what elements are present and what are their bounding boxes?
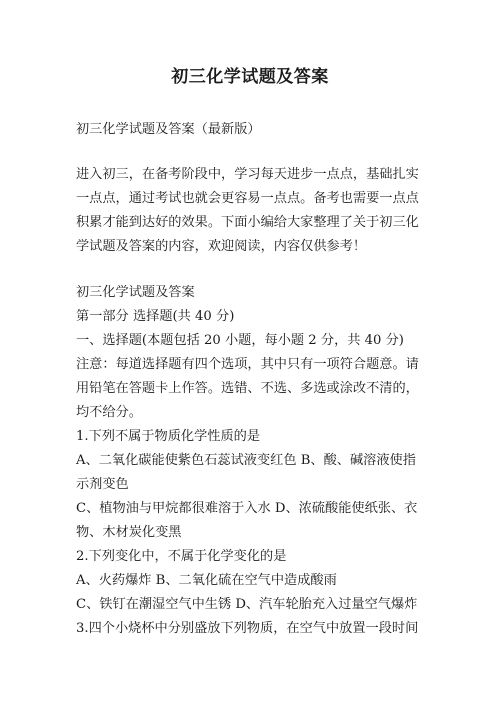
intro-line-1: 进入初三，在备考阶段中，学习每天进步一点点，基础扎实 bbox=[76, 167, 419, 182]
question-2: 2.下列变化中，不属于化学变化的是 bbox=[76, 549, 287, 564]
notice-line-1: 注意：每道选择题有四个选项，其中只有一项符合题意。请 bbox=[76, 357, 419, 372]
question-1-options-line-2: 示剂变色 bbox=[76, 477, 129, 492]
notice-line-2: 用铅笔在答题卡上作答。选错、不选、多选或涂改不清的， bbox=[76, 381, 419, 396]
question-1-options-line-4: 物、木材炭化变黑 bbox=[76, 525, 182, 540]
question-1-options-line-1: A、二氧化碳能使紫色石蕊试液变红色 B、酸、碱溶液使指 bbox=[76, 453, 416, 468]
question-2-options-line-2: C、铁钉在潮湿空气中生锈 D、汽车轮胎充入过量空气爆炸 bbox=[76, 597, 418, 612]
question-1-options-line-3: C、植物油与甲烷都很难溶于入水 D、浓硫酸能使纸张、衣 bbox=[76, 501, 418, 516]
question-1: 1.下列不属于物质化学性质的是 bbox=[76, 429, 261, 444]
part-heading: 第一部分 选择题(共 40 分) bbox=[76, 309, 235, 324]
intro-line-3: 积累才能到达好的效果。下面小编给大家整理了关于初三化 bbox=[76, 215, 419, 230]
document-subtitle: 初三化学试题及答案（最新版） bbox=[76, 122, 261, 137]
document-title: 初三化学试题及答案 bbox=[171, 67, 329, 87]
question-3: 3.四个小烧杯中分别盛放下列物质，在空气中放置一段时间 bbox=[76, 621, 419, 636]
notice-line-3: 均不给分。 bbox=[76, 405, 142, 420]
intro-line-2: 一点点，通过考试也就会更容易一点点。备考也需要一点点 bbox=[76, 191, 419, 206]
intro-line-4: 学试题及答案的内容，欢迎阅读，内容仅供参考！ bbox=[76, 239, 367, 254]
question-group-heading: 一、选择题(本题包括 20 小题，每小题 2 分，共 40 分) bbox=[76, 333, 404, 348]
section-heading: 初三化学试题及答案 bbox=[76, 285, 195, 300]
question-2-options-line-1: A、火药爆炸 B、二氧化硫在空气中造成酸雨 bbox=[76, 573, 337, 588]
